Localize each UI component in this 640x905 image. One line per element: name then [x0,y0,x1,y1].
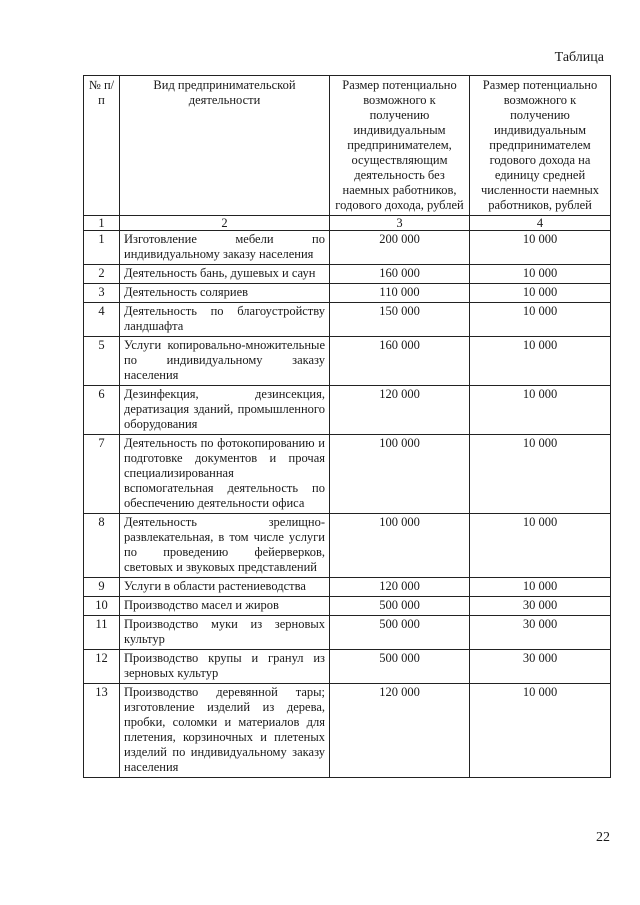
activity-name: Дезинфекция, дезинсекция, дератизация зданий, промышленного оборудования [120,386,330,435]
row-number: 9 [84,578,120,597]
income-per-employee: 10 000 [470,337,611,386]
table-row [84,303,611,337]
activity-name: Изготовление мебели по индивидуальному заказу населения [120,231,330,265]
activity-name: Деятельность зрелищно-развлекательная, в том числе услуги по проведению фейерверков, световых и звуковых представлений [120,514,330,578]
column-number: 2 [120,216,330,231]
row-number: 8 [84,514,120,578]
table-row [84,578,611,597]
activity-name: Деятельность бань, душевых и саун [120,265,330,284]
income-no-staff: 200 000 [330,231,470,265]
table-row [84,284,611,303]
income-per-employee: 10 000 [470,386,611,435]
row-number: 1 [84,231,120,265]
activity-name: Производство деревянной тары; изготовление изделий из дерева, пробки, соломки и материалов для плетения, корзиночных и плетеных изделий по индивидуальному заказу населения [120,684,330,778]
income-per-employee: 30 000 [470,650,611,684]
table-body [84,216,611,778]
activity-name: Производство масел и жиров [120,597,330,616]
column-number: 4 [470,216,611,231]
table-row [84,231,611,265]
table-row [84,435,611,514]
row-number: 13 [84,684,120,778]
table-row [84,337,611,386]
row-number: 6 [84,386,120,435]
table-row [84,650,611,684]
income-per-employee: 10 000 [470,435,611,514]
income-no-staff: 100 000 [330,435,470,514]
income-no-staff: 160 000 [330,337,470,386]
income-per-employee: 10 000 [470,684,611,778]
income-no-staff: 110 000 [330,284,470,303]
table-caption: Таблица [554,50,604,65]
header-income-per-employee: Размер потенциально возможного к получению индивидуальным предпринимателем годового дохода на единицу средней численности наемных работников, рублей [470,76,611,216]
row-number: 11 [84,616,120,650]
income-no-staff: 500 000 [330,616,470,650]
income-per-employee: 10 000 [470,265,611,284]
income-per-employee: 10 000 [470,578,611,597]
table-row [84,616,611,650]
header-income-no-staff: Размер потенциально возможного к получению индивидуальным предпринимателем, осуществляющим деятельность без наемных работников, годового дохода, рублей [330,76,470,216]
header-activity: Вид предпринимательской деятельности [120,76,330,216]
income-no-staff: 500 000 [330,597,470,616]
income-no-staff: 100 000 [330,514,470,578]
header-number: № п/п [84,76,120,216]
income-per-employee: 30 000 [470,597,611,616]
table-row [84,684,611,778]
column-number-row [84,216,611,231]
income-no-staff: 120 000 [330,386,470,435]
income-table [83,75,611,778]
row-number: 4 [84,303,120,337]
activity-name: Деятельность соляриев [120,284,330,303]
income-per-employee: 10 000 [470,514,611,578]
activity-name: Услуги копировально-множительные по индивидуальному заказу населения [120,337,330,386]
page-number: 22 [596,830,610,845]
income-no-staff: 500 000 [330,650,470,684]
table-row [84,265,611,284]
income-no-staff: 160 000 [330,265,470,284]
table-row [84,597,611,616]
activity-name: Деятельность по фотокопированию и подготовке документов и прочая специализированная вспомогательная деятельность по обеспечению деятельности офиса [120,435,330,514]
table-row [84,386,611,435]
row-number: 3 [84,284,120,303]
activity-name: Деятельность по благоустройству ландшафта [120,303,330,337]
income-per-employee: 10 000 [470,284,611,303]
income-per-employee: 10 000 [470,303,611,337]
table-row [84,514,611,578]
row-number: 5 [84,337,120,386]
table-header-row [84,76,611,216]
activity-name: Производство муки из зерновых культур [120,616,330,650]
column-number: 1 [84,216,120,231]
row-number: 10 [84,597,120,616]
column-number: 3 [330,216,470,231]
row-number: 12 [84,650,120,684]
income-no-staff: 120 000 [330,578,470,597]
row-number: 7 [84,435,120,514]
income-no-staff: 120 000 [330,684,470,778]
activity-name: Услуги в области растениеводства [120,578,330,597]
income-per-employee: 10 000 [470,231,611,265]
activity-name: Производство крупы и гранул из зерновых культур [120,650,330,684]
income-per-employee: 30 000 [470,616,611,650]
income-no-staff: 150 000 [330,303,470,337]
row-number: 2 [84,265,120,284]
